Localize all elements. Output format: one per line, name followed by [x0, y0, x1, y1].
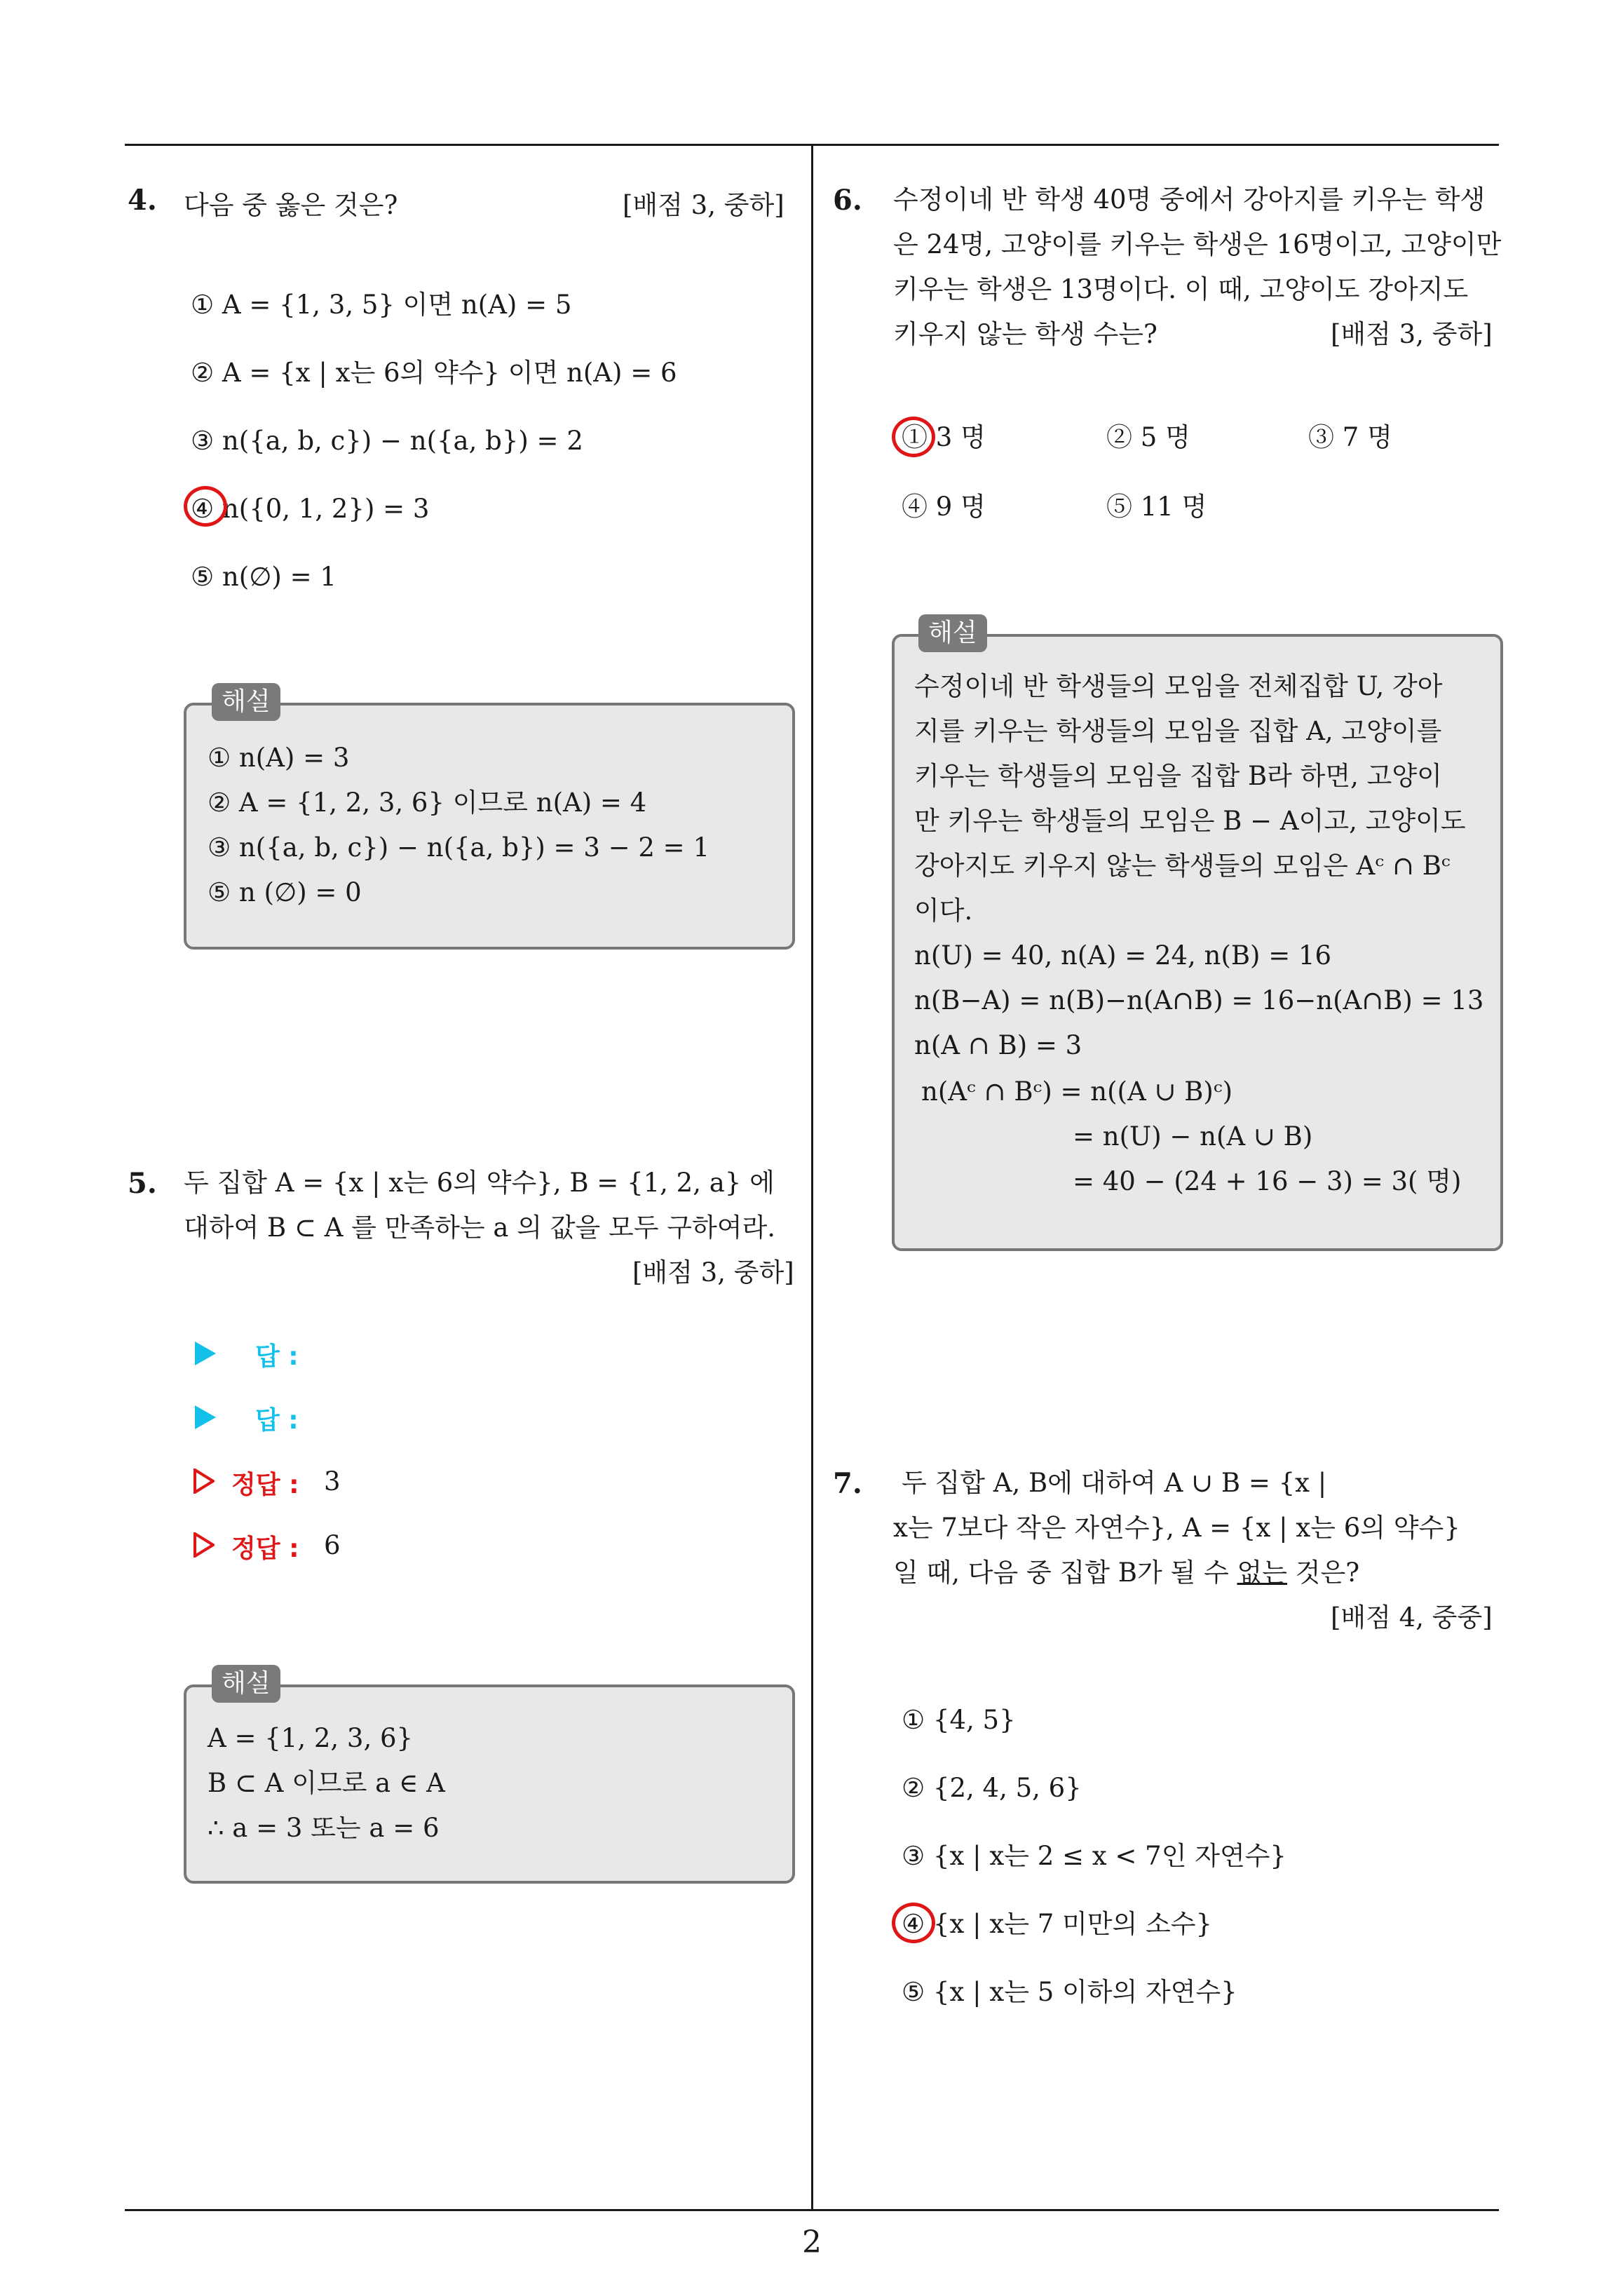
explanation-box	[184, 703, 795, 950]
question-number: 4.	[128, 184, 157, 217]
question-text-line-3	[893, 1557, 1359, 1589]
explanation-line: = 40 − (24 + 16 − 3) = 3( 명)	[1073, 1166, 1462, 1196]
answer-arrow-icon	[195, 1342, 216, 1365]
choice-4[interactable]: ④ n({0, 1, 2}) = 3	[191, 494, 430, 524]
answer-circle-mark	[892, 1903, 935, 1943]
question-text-line: 두 집합 A, B에 대하여 A ∪ B = {x |	[902, 1468, 1327, 1498]
correct-arrow-icon	[193, 1468, 215, 1494]
explanation-tag: 해설	[918, 614, 987, 652]
explanation-line: ① n(A) = 3	[208, 743, 350, 773]
answer-circle-mark	[892, 417, 935, 457]
question-text-line: 두 집합 A = {x | x는 6의 약수}, B = {1, 2, a} 에	[184, 1168, 775, 1198]
question-text-line: 키우지 않는 학생 수는?	[893, 319, 1157, 349]
score-label: [배점 3, 중하]	[1331, 319, 1493, 349]
choice-3[interactable]: ③ {x | x는 2 ≤ x < 7인 자연수}	[902, 1841, 1286, 1871]
explanation-line: n(Aᶜ ∩ Bᶜ) = n((A ∪ B)ᶜ)	[921, 1076, 1233, 1107]
choice-2[interactable]: ② {2, 4, 5, 6}	[902, 1773, 1082, 1803]
question-text-line: x는 7보다 작은 자연수}, A = {x | x는 6의 약수}	[893, 1513, 1460, 1543]
choice-5[interactable]: ⑤ 11 명	[1106, 492, 1207, 522]
explanation-line: 지를 키우는 학생들의 모임을 집합 A, 고양이를	[914, 716, 1442, 746]
explanation-line: n(B−A) = n(B)−n(A∩B) = 16−n(A∩B) = 13	[914, 985, 1484, 1015]
explanation-line: ③ n({a, b, c}) − n({a, b}) = 3 − 2 = 1	[208, 832, 709, 863]
explanation-line: ⑤ n (∅) = 0	[208, 877, 362, 907]
bottom-rule	[125, 2209, 1499, 2211]
score-label: [배점 3, 중하]	[632, 1257, 794, 1288]
explanation-line: 강아지도 키우지 않는 학생들의 모임은 Aᶜ ∩ Bᶜ	[914, 851, 1451, 881]
explanation-line: 만 키우는 학생들의 모임은 B − A이고, 고양이도	[914, 806, 1466, 836]
explanation-line: 이다.	[914, 896, 973, 926]
question-text-line: 대하여 B ⊂ A 를 만족하는 a 의 값을 모두 구하여라.	[184, 1213, 775, 1243]
question-number: 5.	[128, 1167, 157, 1200]
answer-arrow-icon	[195, 1405, 216, 1429]
choice-5[interactable]: ⑤ n(∅) = 1	[191, 562, 337, 592]
question-text-line: 수정이네 반 학생 40명 중에서 강아지를 키우는 학생	[893, 184, 1486, 215]
explanation-line: n(U) = 40, n(A) = 24, n(B) = 16	[914, 940, 1332, 971]
correct-value: 6	[324, 1530, 341, 1560]
question-text: 다음 중 옳은 것은?	[184, 190, 398, 220]
choice-1[interactable]: ① {4, 5}	[902, 1705, 1016, 1735]
answer-circle-mark	[184, 486, 227, 527]
score-label: [배점 3, 중하]	[623, 190, 785, 220]
choice-3[interactable]: ③ 7 명	[1308, 422, 1392, 452]
question-text-line: 은 24명, 고양이를 키우는 학생은 16명이고, 고양이만	[893, 229, 1502, 259]
explanation-line: B ⊂ A 이므로 a ∈ A	[208, 1768, 445, 1798]
explanation-line: 수정이네 반 학생들의 모임을 전체집합 U, 강아	[914, 671, 1443, 701]
correct-label: 정답 :	[231, 1471, 299, 1499]
explanation-tag: 해설	[212, 1665, 280, 1703]
explanation-tag: 해설	[212, 683, 280, 721]
question-text-line: 일 때, 다음 중 집합 B가 될 수	[893, 1558, 1229, 1588]
explanation-line: n(A ∩ B) = 3	[914, 1030, 1082, 1060]
choice-2[interactable]: ② A = {x | x는 6의 약수} 이면 n(A) = 6	[191, 358, 677, 388]
answer-label: 답 :	[255, 1342, 299, 1371]
answer-label: 답 :	[255, 1406, 299, 1435]
explanation-line: 키우는 학생들의 모임을 집합 B라 하면, 고양이	[914, 761, 1442, 791]
choice-2[interactable]: ② 5 명	[1106, 422, 1190, 452]
choice-1[interactable]: ① 3 명	[902, 422, 986, 452]
choice-4[interactable]: ④ {x | x는 7 미만의 소수}	[902, 1909, 1213, 1939]
choice-3[interactable]: ③ n({a, b, c}) − n({a, b}) = 2	[191, 426, 583, 456]
choice-1[interactable]: ① A = {1, 3, 5} 이면 n(A) = 5	[191, 290, 572, 320]
question-number: 7.	[833, 1467, 862, 1500]
question-number: 6.	[833, 184, 862, 217]
explanation-line: ∴ a = 3 또는 a = 6	[208, 1813, 440, 1843]
explanation-line: ② A = {1, 2, 3, 6} 이므로 n(A) = 4	[208, 788, 647, 818]
column-divider	[811, 144, 813, 2211]
choice-5[interactable]: ⑤ {x | x는 5 이하의 자연수}	[902, 1977, 1237, 2007]
score-label: [배점 4, 중중]	[1331, 1602, 1493, 1633]
page-number: 2	[802, 2224, 822, 2260]
explanation-line: A = {1, 2, 3, 6}	[208, 1723, 414, 1753]
underlined-word: 없는	[1237, 1558, 1287, 1588]
explanation-line: = n(U) − n(A ∪ B)	[1073, 1121, 1313, 1152]
correct-value: 3	[324, 1466, 341, 1497]
correct-label: 정답 :	[231, 1534, 299, 1563]
choice-4[interactable]: ④ 9 명	[902, 492, 986, 522]
question-text-line: 키우는 학생은 13명이다. 이 때, 고양이도 강아지도	[893, 274, 1469, 304]
question-text-tail: 것은?	[1286, 1558, 1360, 1588]
correct-arrow-icon	[193, 1532, 215, 1558]
